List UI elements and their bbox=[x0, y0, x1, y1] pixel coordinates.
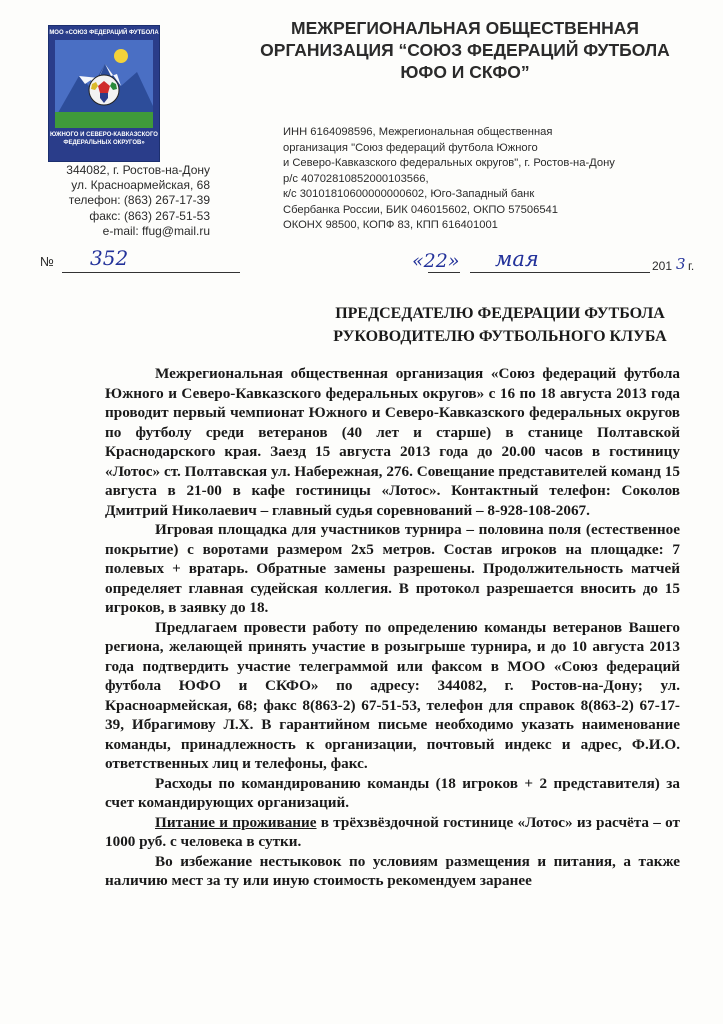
date-open-quote: « bbox=[412, 250, 424, 272]
bank-line: организация "Союз федераций футбола Южного bbox=[283, 141, 538, 154]
addressee-line-1: ПРЕДСЕДАТЕЛЮ ФЕДЕРАЦИИ ФУТБОЛА bbox=[335, 305, 665, 322]
organization-address bbox=[28, 163, 210, 239]
logo-bottom-line-2: ФЕДЕРАЛЬНЫХ ОКРУГОВ» bbox=[63, 140, 145, 146]
body-paragraph: Во избежание нестыковок по условиям размещения и питания, а также наличию мест за ту или иную стоимость рекомендуем заранее bbox=[105, 852, 680, 889]
address-line: e-mail: ffug@mail.ru bbox=[102, 223, 210, 238]
document-number-handwritten: 352 bbox=[90, 246, 129, 270]
accommodation-text: в трёхзвёздочной гостинице «Лотос» из расчёта – от 1000 руб. с человека в сутки. bbox=[105, 813, 680, 850]
logo-bottom-text bbox=[49, 131, 159, 147]
bank-line: к/с 30101810600000000602, Юго-Западный банк bbox=[283, 188, 535, 200]
address-line: ул. Красноармейская, 68 bbox=[71, 178, 210, 193]
body-paragraph bbox=[105, 813, 680, 852]
logo-bottom-line-1: ЮЖНОГО И СЕВЕРО-КАВКАЗСКОГО bbox=[50, 132, 158, 138]
document-date-day bbox=[412, 250, 459, 272]
document-date-month-handwritten: мая bbox=[495, 247, 539, 271]
title-line-3: ЮФО И СКФО” bbox=[400, 62, 530, 82]
bank-line: ОКОНХ 98500, КОПФ 83, КПП 616401001 bbox=[283, 219, 498, 231]
body-paragraph: Межрегиональная общественная организация «Союз федераций футбола Южного и Северо-Кавказского федеральных округов» с 16 по 18 августа 2013 года проводит первый чемпионат Южного и Северо-Кавказского федеральных округов по футболу среди ветеранов (40 лет и старше) в станице Полтавской Краснодарского края. Заезд 15 августа 2013 года до 20.00 часов в гостиницу «Лотос» ст. Полтавская ул. Набережная, 276. Совещание представителей команд 15 августа в 21-00 в кафе гостиницы «Лотос». Контактный телефон: Соколов Дмитрий Николаевич – главный судья соревнований – 8-928-108-2067. bbox=[105, 365, 680, 519]
bank-line: Сбербанка России, БИК 046015602, ОКПО 57506541 bbox=[283, 203, 558, 216]
bank-details bbox=[283, 125, 713, 234]
body-paragraph: Игровая площадка для участников турнира – половина поля (естественное покрытие) с воротами размером 2х5 метров. Состав игроков на площадке: 7 полевых + вратарь. Обратные замены разрешены. Продолжительность матчей определяет главная судейская коллегия. В протокол разрешается вносить до 15 игроков, в заявку до 18. bbox=[105, 521, 680, 616]
document-year-handwritten: 3 bbox=[676, 255, 686, 273]
letter-body bbox=[105, 364, 680, 891]
address-line: телефон: (863) 267-17-39 bbox=[68, 193, 210, 208]
title-line-2: ОРГАНИЗАЦИЯ “СОЮЗ ФЕДЕРАЦИЙ ФУТБОЛА bbox=[260, 40, 670, 60]
document-number-label: № bbox=[40, 254, 54, 269]
month-underline bbox=[470, 272, 650, 273]
bank-line: р/с 40702810852000103566, bbox=[283, 172, 429, 185]
organization-title bbox=[230, 17, 700, 83]
date-close-quote: » bbox=[447, 250, 460, 272]
number-underline bbox=[62, 272, 240, 273]
addressee-block bbox=[290, 302, 710, 348]
logo-top-text: МОО «СОЮЗ ФЕДЕРАЦИЙ ФУТБОЛА bbox=[49, 30, 159, 36]
body-paragraph: Расходы по командированию команды (18 игроков + 2 представителя) за счет командирующих организаций. bbox=[105, 774, 680, 811]
accommodation-heading: Питание и проживание bbox=[155, 813, 317, 831]
day-underline bbox=[428, 272, 460, 273]
addressee-line-2: РУКОВОДИТЕЛЮ ФУТБОЛЬНОГО КЛУБА bbox=[333, 328, 667, 345]
bank-line: ИНН 6164098596, Межрегиональная общественная bbox=[283, 126, 553, 138]
body-paragraph: Предлагаем провести работу по определению команды ветеранов Вашего региона, желающей принять участие в розыгрыше турнира, и до 10 августа 2013 года подтвердить участие телеграммой или факсом в МОО «Союз федераций футбола ЮФО и СКФО» по адресу: 344082, г. Ростов-на-Дону; ул. Красноармейская, 68; факс 8(863-2) 67-51-53, телефон для справок 8(863-2) 67-17-39, Ибрагимову Л.Х. В гарантийном письме необходимо указать наименование команды, принадлежность к организации, почтовый индекс и адрес, Ф.И.О. ответственных лиц и телефоны, факс. bbox=[105, 618, 680, 772]
document-year-prefix: 201 bbox=[652, 259, 673, 273]
organization-logo bbox=[48, 25, 160, 162]
date-day-handwritten: 22 bbox=[423, 250, 448, 272]
title-line-1: МЕЖРЕГИОНАЛЬНАЯ ОБЩЕСТВЕННАЯ bbox=[291, 18, 639, 38]
address-line: 344082, г. Ростов-на-Дону bbox=[66, 163, 210, 177]
bank-line: и Северо-Кавказского федеральных округов", г. Ростов-на-Дону bbox=[283, 157, 615, 169]
address-line: факс: (863) 267-51-53 bbox=[89, 208, 210, 223]
document-year-suffix: г. bbox=[688, 259, 695, 273]
